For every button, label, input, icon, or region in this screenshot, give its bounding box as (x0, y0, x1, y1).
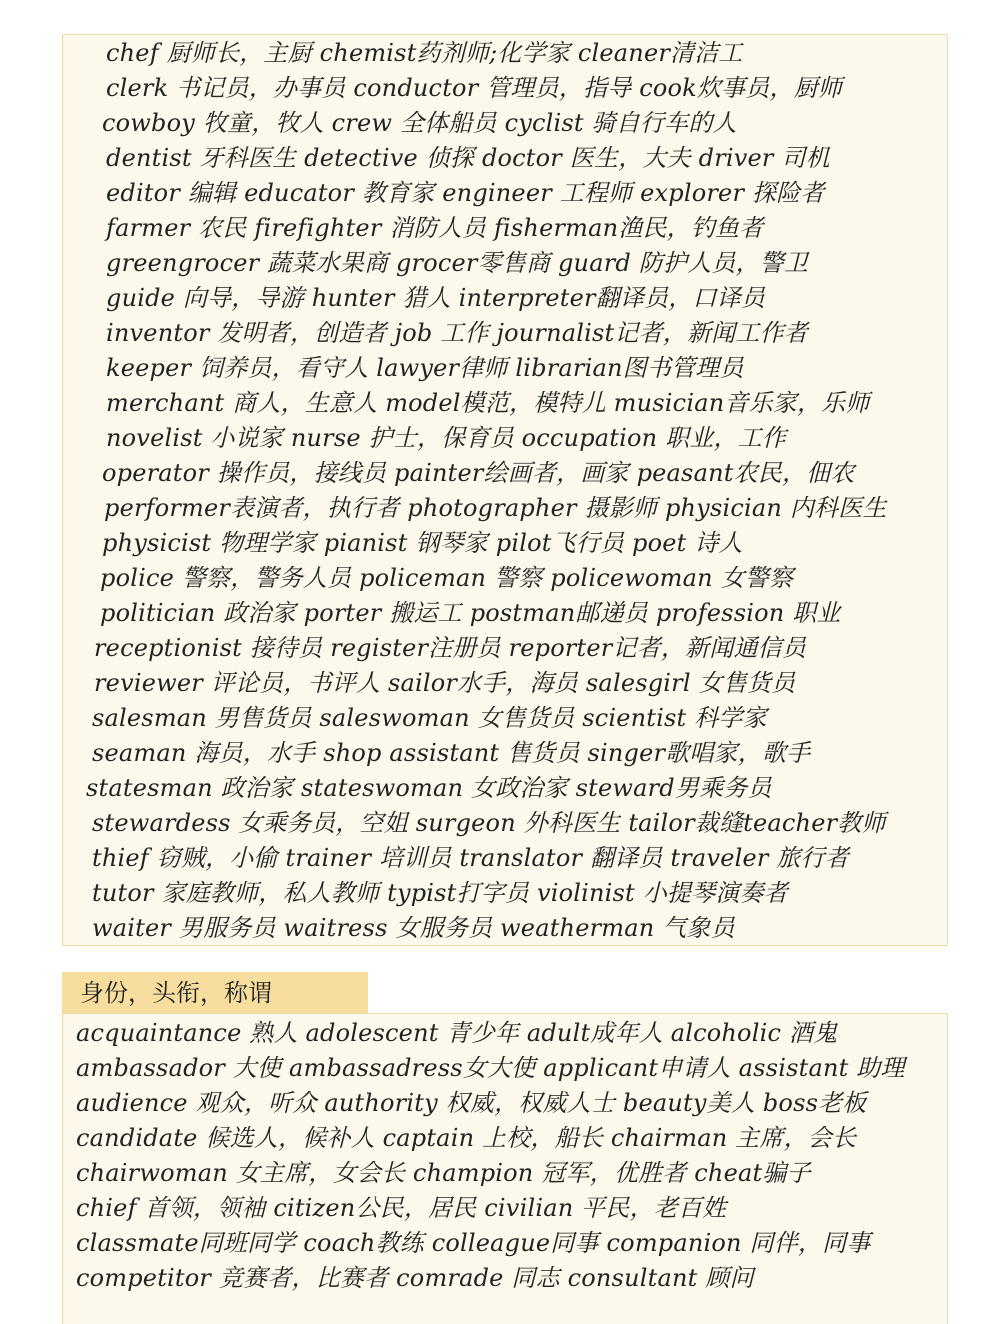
vocab-line: chef 厨师长，主厨 chemist药剂师;化学家 cleaner清洁工 (106, 39, 743, 67)
vocab-line: ambassador 大使 ambassadress女大使 applicant申请人 assistant 助理 (76, 1054, 905, 1082)
section-title: 身份，头衔，称谓 (80, 979, 272, 1007)
vocab-line: clerk 书记员，办事员 conductor 管理员，指导 cook炊事员，厨师 (106, 74, 843, 102)
vocab-line: seaman 海员，水手 shop assistant 售货员 singer歌唱家，歌手 (92, 739, 811, 767)
vocab-line: keeper 饲养员，看守人 lawyer律师 librarian图书管理员 (106, 354, 744, 382)
vocab-line: cowboy 牧童，牧人 crew 全体船员 cyclist 骑自行车的人 (102, 109, 737, 137)
vocab-line: salesman 男售货员 saleswoman 女售货员 scientist 科学家 (92, 704, 767, 732)
section-header (62, 972, 368, 1014)
vocab-line: statesman 政治家 stateswoman 女政治家 steward男乘务员 (86, 774, 772, 802)
vocab-line: operator 操作员，接线员 painter绘画者，画家 peasant农民，佃农 (102, 459, 855, 487)
vocab-line: physicist 物理学家 pianist 钢琴家 pilot飞行员 poet 诗人 (102, 529, 743, 557)
vocab-line: tutor 家庭教师，私人教师 typist打字员 violinist 小提琴演奏者 (92, 879, 788, 907)
vocab-line: chief 首领，领袖 citizen公民，居民 civilian 平民，老百姓 (76, 1194, 727, 1222)
vocab-line: politician 政治家 porter 搬运工 postman邮递员 profession 职业 (100, 599, 841, 627)
vocab-line: reviewer 评论员，书评人 sailor水手，海员 salesgirl 女售货员 (94, 669, 796, 697)
vocab-line: performer表演者，执行者 photographer 摄影师 physician 内科医生 (104, 494, 887, 522)
vocab-line: farmer 农民 firefighter 消防人员 fisherman渔民，钓鱼者 (106, 214, 764, 242)
vocab-line: merchant 商人，生意人 model模范，模特儿 musician音乐家，乐师 (106, 389, 870, 417)
vocab-line: stewardess 女乘务员，空姐 surgeon 外科医生 tailor裁缝teacher教师 (92, 809, 886, 837)
vocab-line: candidate 候选人，候补人 captain 上校，船长 chairman 主席，会长 (76, 1124, 857, 1152)
vocab-line: dentist 牙科医生 detective 侦探 doctor 医生，大夫 driver 司机 (106, 144, 830, 172)
vocab-line: classmate同班同学 coach教练 colleague同事 companion 同伴，同事 (76, 1229, 871, 1257)
vocab-line: audience 观众，听众 authority 权威，权威人士 beauty美人 boss老板 (76, 1089, 867, 1117)
vocab-line: acquaintance 熟人 adolescent 青少年 adult成年人 alcoholic 酒鬼 (76, 1019, 838, 1047)
vocab-line: receptionist 接待员 register注册员 reporter记者，新闻通信员 (94, 634, 807, 662)
vocab-line: chairwoman 女主席，女会长 champion 冠军，优胜者 cheat骗子 (76, 1159, 811, 1187)
vocab-line: competitor 竞赛者，比赛者 comrade 同志 consultant 顾问 (76, 1264, 754, 1292)
vocab-line: waiter 男服务员 waitress 女服务员 weatherman 气象员 (92, 914, 735, 942)
vocab-line: inventor 发明者，创造者 job 工作 journalist记者，新闻工作者 (106, 319, 808, 347)
vocab-line: novelist 小说家 nurse 护士，保育员 occupation 职业，工作 (106, 424, 787, 452)
vocab-line: guide 向导，导游 hunter 猎人 interpreter翻译员，口译员 (106, 284, 766, 312)
vocab-line: editor 编辑 educator 教育家 engineer 工程师 explorer 探险者 (106, 179, 825, 207)
vocab-line: thief 窃贼，小偷 trainer 培训员 translator 翻译员 traveler 旅行者 (92, 844, 849, 872)
vocab-line: police 警察，警务人员 policeman 警察 policewoman 女警察 (100, 564, 794, 592)
vocab-line: greengrocer 蔬菜水果商 grocer零售商 guard 防护人员，警卫 (106, 249, 809, 277)
